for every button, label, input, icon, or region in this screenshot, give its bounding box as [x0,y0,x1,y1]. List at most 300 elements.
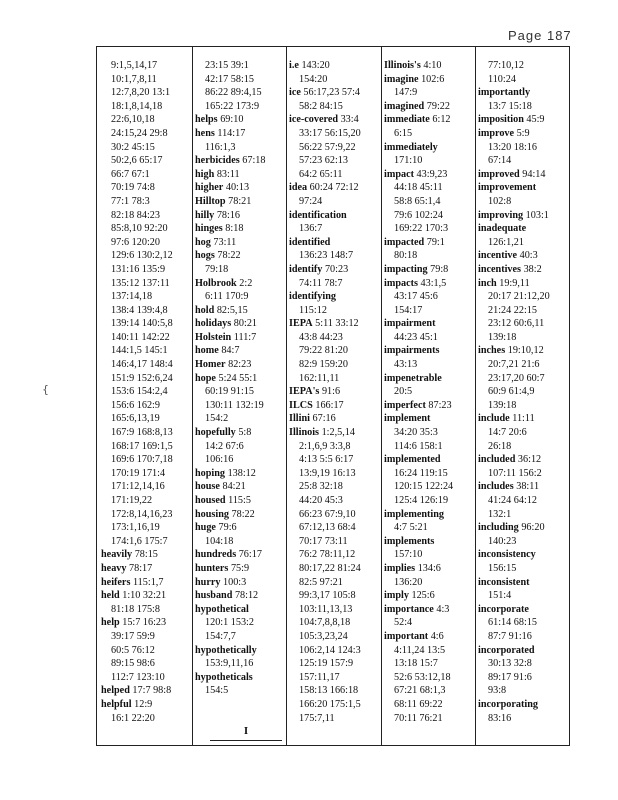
page-references: 132:1 [488,508,512,520]
page-references: 23:15 39:1 [205,60,249,71]
index-entry-line [478,412,568,426]
index-entry-line [384,372,474,386]
page-references: 100:3 [223,576,247,588]
page-references: 70:19 74:8 [111,182,155,194]
page-references: 96:20 [521,522,545,534]
index-entry-line [195,480,285,494]
index-entry [384,73,474,100]
index-column-2 [195,59,285,745]
index-entry [478,209,568,223]
page-references: 24:15,24 29:8 [111,127,168,139]
page-references: 106:16 [205,454,234,466]
index-term: improving [478,209,524,221]
index-entry-line [478,548,568,562]
page-references: 78:22 [217,250,241,262]
index-entry [478,344,568,412]
index-entry-line [478,222,568,236]
index-entry [101,277,191,291]
index-entry-line [195,576,285,590]
index-term: impairments [384,345,440,357]
page-references: 80:21 [233,318,258,330]
index-entry-line [101,616,191,630]
index-entry-line [195,467,285,481]
page-references: 120:1 153:2 [205,617,254,629]
page-references: 154:17 [394,304,423,316]
index-entry-line [384,59,474,73]
page-references: 130:11 132:19 [205,399,264,411]
page-references: 110:24 [488,73,516,85]
index-entry [478,576,568,603]
page-references: 158:13 166:18 [299,685,359,697]
index-entry [384,59,474,73]
page-references: 156:15 [488,562,517,574]
page-references: 78:16 [216,209,241,221]
index-term: imperfect [384,399,426,411]
index-entry-line [101,684,191,698]
page-references: 120:15 122:24 [394,481,454,493]
index-entry [101,209,191,223]
index-entry [101,576,191,590]
index-entry-line [195,508,285,522]
page-references: 151:9 152:6,24 [111,372,173,384]
index-entry [101,589,191,616]
index-entry-line [101,562,191,576]
page-references: 168:17 169:1,5 [111,440,173,452]
page-references: 151:4 [488,590,512,602]
page-references: 86:22 89:4,15 [205,87,262,99]
index-entry-line [195,168,285,182]
index-term: hopefully [195,427,236,439]
page-references: 64:2 65:11 [299,168,343,180]
index-entry [384,100,474,114]
index-term: heavy [101,562,127,574]
page-references: 77:10,12 [488,60,524,71]
index-entry [195,209,285,223]
index-entry-line [195,127,285,141]
page-references: 52:6 53:12,18 [394,671,451,683]
index-entry [384,277,474,318]
index-entry [195,521,285,548]
index-entry [195,86,285,100]
page-references: 44:20 45:3 [299,495,343,506]
page-references: 70:11 76:21 [394,712,443,724]
index-entry [195,127,285,154]
page-references: 138:4 139:4,8 [111,304,168,316]
index-page-frame [96,46,570,746]
index-entry-line [101,698,191,712]
index-term: hypotheticals [195,671,253,683]
index-term: huge [195,522,216,534]
index-term: IEPA's [289,386,320,398]
page-references: 85:8,10 92:20 [111,223,168,235]
index-entry [478,521,568,548]
index-entry-line [289,412,379,426]
index-term: incorporated [478,644,535,656]
page-references: 89:17 91:6 [488,671,532,683]
page-references: 153:9,11,16 [205,658,254,670]
page-references: 114:6 158:1 [394,440,443,452]
index-entry [478,548,568,575]
page-references: 33:17 56:15,20 [299,127,361,139]
index-entry [478,73,568,87]
page-references: 30:13 32:8 [488,658,532,670]
index-entry [384,317,474,344]
index-entry-line [195,548,285,562]
page-references: 74:11 78:7 [299,277,343,289]
index-term: identification [289,209,347,221]
index-entry-line [195,236,285,250]
index-entry [101,290,191,304]
index-entry [195,168,285,182]
page-references: 169:22 170:3 [394,223,449,235]
index-entry [195,222,285,236]
index-entry [195,589,285,603]
index-entry [195,344,285,358]
page-references: 19:10,12 [507,345,544,357]
index-entry [101,616,191,684]
page-references: 56:22 57:9,22 [299,141,356,153]
page-references: 79:22 81:20 [299,345,348,357]
index-entry [101,154,191,168]
page-references: 146:4,17 148:4 [111,359,173,371]
index-entry-line [384,113,474,127]
index-entry [384,168,474,236]
page-references: 171:12,14,16 [111,481,165,493]
page-references: 89:15 98:6 [111,658,155,670]
column-divider [381,47,382,745]
page-references: 83:16 [488,712,512,724]
page-references: 171:10 [394,155,423,167]
index-entry-line [384,562,474,576]
index-entry [195,467,285,481]
index-entry [195,113,285,127]
page-references: 16:1 22:20 [111,712,155,724]
index-term: implement [384,413,431,425]
index-column-4 [384,59,474,745]
index-entry [101,508,191,522]
index-entry [101,86,191,100]
index-term: hilly [195,209,215,221]
index-term: included [478,454,516,466]
index-entry [101,521,191,535]
page-references: 78:12 [234,590,259,602]
index-term: Illinois's [384,60,421,71]
page-references: 140:11 142:22 [111,331,170,343]
index-entry [195,548,285,562]
page-references: 6:15 [394,127,413,139]
index-entry [101,684,191,698]
page-references: 93:8 [488,685,507,697]
index-entry-line [478,263,568,277]
page-references: 81:18 175:8 [111,603,160,615]
index-term: Holbrook [195,277,237,289]
page-references: 39:17 59:9 [111,630,155,642]
index-entry [289,181,379,208]
index-term: helps [195,114,218,126]
index-entry [101,263,191,277]
index-entry [478,222,568,249]
page-references: 78:15 [134,549,158,561]
index-entry [478,181,568,208]
page-references: 80:18 [394,250,418,262]
page-references: 87:23 [428,399,452,411]
page-references: 175:7,11 [299,712,335,724]
page-references: 44:18 45:11 [394,182,443,194]
index-entry [195,317,285,331]
page-references: 154:2 [205,413,229,425]
index-entry-line [384,168,474,182]
index-term: include [478,413,510,425]
page-references: 102:8 [488,195,512,207]
index-term: IEPA [289,318,313,330]
page-references: 125:6 [411,590,435,602]
page-references: 5:24 55:1 [218,372,258,384]
index-term: i.e [289,60,299,71]
index-entry-line [195,644,285,658]
index-term: hypothetically [195,644,257,656]
index-entry [101,440,191,454]
page-references: 25:8 32:18 [299,481,343,493]
index-entry [101,168,191,182]
index-term: holidays [195,318,232,330]
page-references: 112:7 123:10 [111,671,165,683]
index-entry [384,263,474,277]
page-references: 97:24 [299,195,323,207]
index-term: ice [289,87,301,99]
index-entry [195,236,285,250]
index-term: impairment [384,318,436,330]
index-entry-line [478,181,568,195]
page-references: 79:18 [205,263,229,275]
page-references: 21:24 22:15 [488,304,537,316]
index-entry-line [195,195,285,209]
page-references: 135:12 137:11 [111,277,170,289]
index-entry [478,277,568,345]
index-entry [195,59,285,73]
index-entry [289,385,379,399]
page-references: 103:11,13,13 [299,603,353,615]
page-references: 165:22 173:9 [205,100,260,112]
index-entry [101,222,191,236]
page-references: 60:5 76:12 [111,644,155,656]
index-entry-line [384,453,474,467]
index-entry-line [384,508,474,522]
index-term: implies [384,562,416,574]
index-term: hoping [195,467,226,479]
index-entry-line [384,589,474,603]
index-entry [101,358,191,372]
index-term: heifers [101,576,131,588]
page-references: 19:9,11 [499,277,530,289]
page-references: 136:23 148:7 [299,250,354,262]
page-references: 14:7 20:6 [488,427,527,439]
index-term: incorporate [478,603,529,615]
page-references: 129:6 130:2,12 [111,250,173,262]
index-entry-line [195,113,285,127]
index-entry [101,412,191,426]
index-term: hundreds [195,549,237,561]
page-references: 173:1,16,19 [111,522,160,534]
page-references: 33:4 [340,114,359,126]
page-references: 154:7,7 [205,630,236,642]
margin-mark: { [42,383,49,396]
index-entry-line [195,562,285,576]
page-references: 34:20 35:3 [394,427,438,439]
index-entry [478,698,568,725]
page-references: 26:18 [488,440,512,452]
index-term: imposition [478,114,524,126]
page-references: 4:6 [430,630,444,642]
page-references: 169:6 170:7,18 [111,454,173,466]
index-term: immediately [384,141,438,153]
index-entry-line [195,494,285,508]
page-references: 94:14 [522,168,546,180]
page-references: 79:8 [430,263,449,275]
page-references: 40:3 [519,250,538,262]
index-entry [101,698,191,725]
page-references: 111:7 [233,331,257,343]
index-entry [195,480,285,494]
page-references: 84:7 [221,345,240,357]
page-references: 52:4 [394,617,413,629]
page-references: 68:11 69:22 [394,698,443,710]
index-entry [195,154,285,168]
page-references: 20:5 [394,386,413,398]
page-references: 143:20 [301,60,330,71]
index-entry [101,399,191,413]
page-references: 22:6,10,18 [111,114,155,126]
index-entry-line [384,535,474,549]
index-entry [478,453,568,480]
page-references: 17:7 98:8 [132,685,172,697]
index-entry-line [289,426,379,440]
page-references: 56:17,23 57:4 [303,87,361,99]
index-entry [195,494,285,508]
page-references: 43:1,5 [420,277,447,289]
index-entry [384,589,474,603]
index-entry-line [478,249,568,263]
index-entry-line [195,358,285,372]
page-references: 139:18 [488,399,517,411]
index-entry [478,86,568,113]
index-entry [101,100,191,114]
index-term: improvement [478,182,537,194]
index-entry [384,344,474,371]
index-entry [101,317,191,331]
page-references: 76:17 [238,549,262,561]
index-entry-line [289,209,379,223]
index-entry-line [195,521,285,535]
page-references: 43:17 45:6 [394,291,438,303]
index-entry-line [101,576,191,590]
page-references: 6:11 170:9 [205,291,249,303]
page-references: 13:9,19 16:13 [299,467,356,479]
page-references: 4:10 [423,60,442,71]
index-entry-line [478,576,568,590]
index-entry-line [478,113,568,127]
index-term: impenetrable [384,372,442,384]
index-entry [101,127,191,141]
page-references: 154:20 [299,73,328,85]
index-entry [384,535,474,562]
index-entry [101,372,191,386]
index-entry [384,236,474,263]
index-entry [384,562,474,589]
page-references: 40:13 [225,182,250,194]
index-term: hold [195,304,215,316]
page-references: 16:24 119:15 [394,467,448,479]
page-references: 1:2,5,14 [321,427,355,439]
page-references: 103:1 [525,209,549,221]
index-entry-line [289,317,379,331]
page-references: 79:6 [218,522,237,534]
index-entry [289,113,379,181]
index-term: implemented [384,454,441,466]
page-references: 1:10 32:21 [122,590,167,602]
page-references: 78:21 [228,195,252,207]
index-term: hinges [195,223,223,235]
index-entry-line [384,263,474,277]
index-entry [384,372,474,399]
index-entry [478,249,568,263]
index-term: Illinois [289,427,320,439]
page-references: 5:11 33:12 [315,318,359,330]
index-entry-line [384,141,474,155]
page-references: 13:7 15:18 [488,100,532,112]
page-references: 43:13 [394,359,418,371]
index-entry [195,576,285,590]
index-term: Illini [289,413,310,425]
page-references: 136:7 [299,223,323,235]
page-references: 137:14,18 [111,291,153,303]
index-entry-line [289,113,379,127]
page-references: 171:19,22 [111,495,153,506]
index-term: impacts [384,277,418,289]
index-column-3 [289,59,379,745]
page-references: 147:9 [394,87,418,99]
index-entry-line [478,480,568,494]
index-term: implements [384,535,435,547]
index-term: Hilltop [195,195,226,207]
index-entry [195,277,285,304]
index-column-1 [101,59,191,745]
page-references: 166:17 [315,399,344,411]
index-term: imagine [384,73,419,85]
page-references: 4:7 5:21 [394,522,428,534]
index-term: incentives [478,263,522,275]
index-term: immediate [384,114,430,126]
index-term: hunters [195,562,229,574]
index-term: home [195,345,219,357]
index-entry [195,249,285,276]
index-entry [195,358,285,372]
index-entry-line [478,277,568,291]
index-entry-line [195,603,285,617]
page-references: 13:20 18:16 [488,141,537,153]
index-entry [478,644,568,698]
index-entry [478,603,568,644]
page-references: 156:6 162:9 [111,399,160,411]
index-entry [195,671,285,698]
page-references: 87:7 91:16 [488,630,532,642]
index-entry-line [195,331,285,345]
page-references: 162:11,11 [299,372,340,384]
index-entry [289,399,379,413]
page-references: 144:1,5 145:1 [111,345,168,357]
index-entry [101,113,191,127]
column-divider [475,47,476,745]
page-references: 20:17 21:12,20 [488,291,550,303]
